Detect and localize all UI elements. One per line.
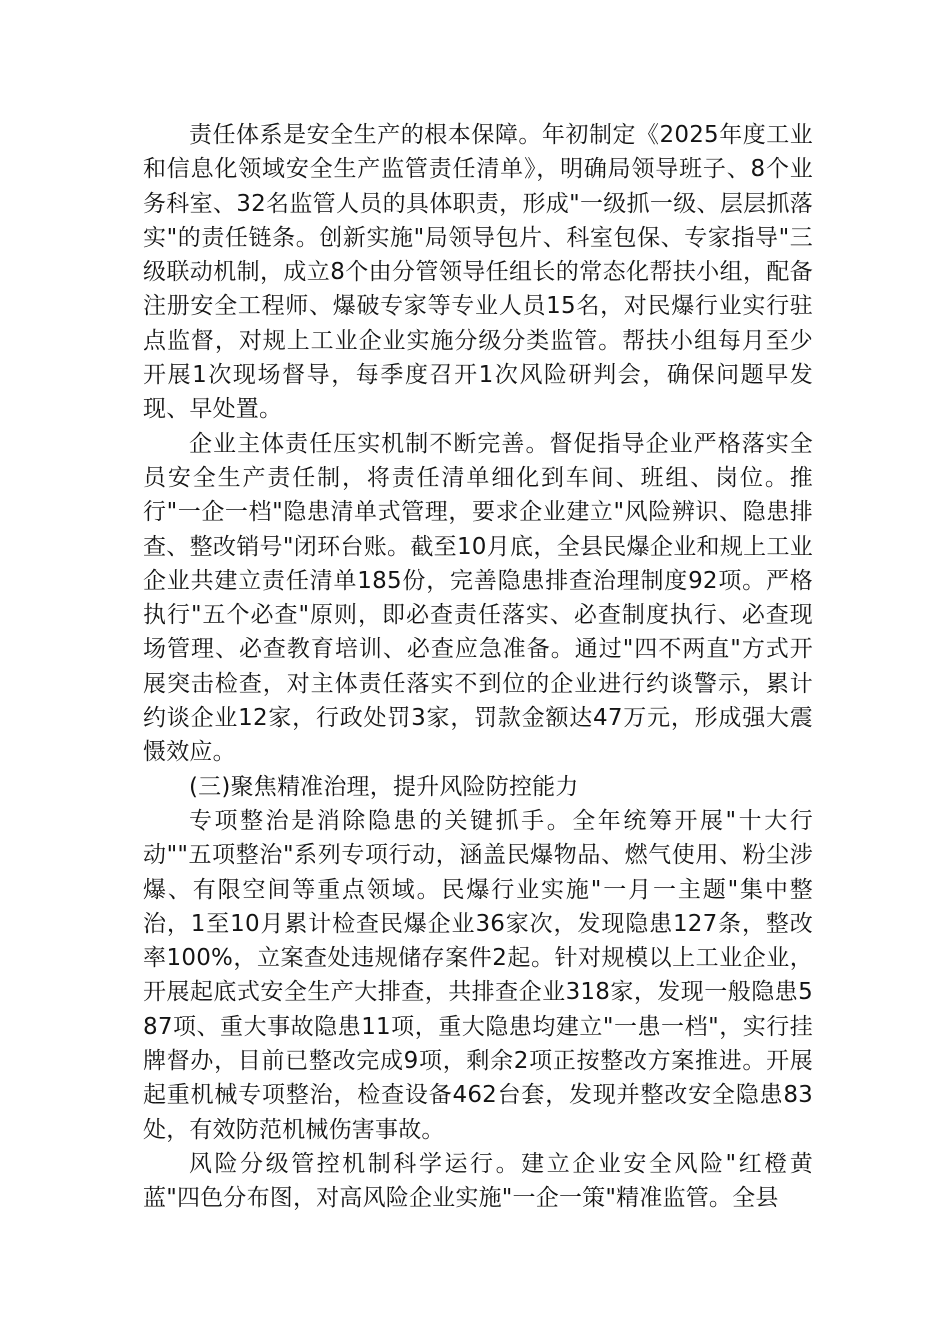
paragraph-enterprise-responsibility: 企业主体责任压实机制不断完善。督促指导企业严格落实全员安全生产责任制，将责任清单细化到车间、班组、岗位。推行"一企一档"隐患清单式管理，要求企业建立"风险辨识、隐患排查、整改销号"闭环台账。截至10月底，全县民爆企业和规上工业企业共建立责任清单185份，完善隐患排查治理制度92项。严格执行"五个必查"原则，即必查责任落实、必查制度执行、必查现场管理、必查教育培训、必查应急准备。通过"四不两直"方式开展突击检查，对主体责任落实不到位的企业进行约谈警示，累计约谈企业12家，行政处罚3家，罚款金额达47万元，形成强大震慑效应。 <box>143 430 813 766</box>
paragraph-risk-control: 风险分级管控机制科学运行。建立企业安全风险"红橙黄蓝"四色分布图，对高风险企业实施"一企一策"精准监管。全县 <box>143 1150 813 1212</box>
section-heading: (三)聚焦精准治理，提升风险防控能力 <box>189 773 579 800</box>
paragraph-responsibility-system: 责任体系是安全生产的根本保障。年初制定《2025年度工业和信息化领域安全生产监管责任清单》，明确局领导班子、8个业务科室、32名监管人员的具体职责，形成"一级抓一级、层层抓落实"的责任链条。创新实施"局领导包片、科室包保、专家指导"三级联动机制，成立8个由分管领导任组长的常态化帮扶小组，配备注册安全工程师、爆破专家等专业人员15名，对民爆行业实行驻点监督，对规上工业企业实施分级分类监管。帮扶小组每月至少开展1次现场督导，每季度召开1次风险研判会，确保问题早发现、早处置。 <box>143 122 813 423</box>
document-body <box>143 118 813 1216</box>
paragraph-special-rectification: 专项整治是消除隐患的关键抓手。全年统筹开展"十大行动""五项整治"系列专项行动，涵盖民爆物品、燃气使用、粉尘涉爆、有限空间等重点领域。民爆行业实施"一月一主题"集中整治，1至10月累计检查民爆企业36家次，发现隐患127条，整改率100%，立案查处违规储存案件2起。针对规模以上工业企业，开展起底式安全生产大排查，共排查企业318家，发现一般隐患587项、重大事故隐患11项，重大隐患均建立"一患一档"，实行挂牌督办，目前已整改完成9项，剩余2项正按整改方案推进。开展起重机械专项整治，检查设备462台套，发现并整改安全隐患83处，有效防范机械伤害事故。 <box>143 807 813 1143</box>
